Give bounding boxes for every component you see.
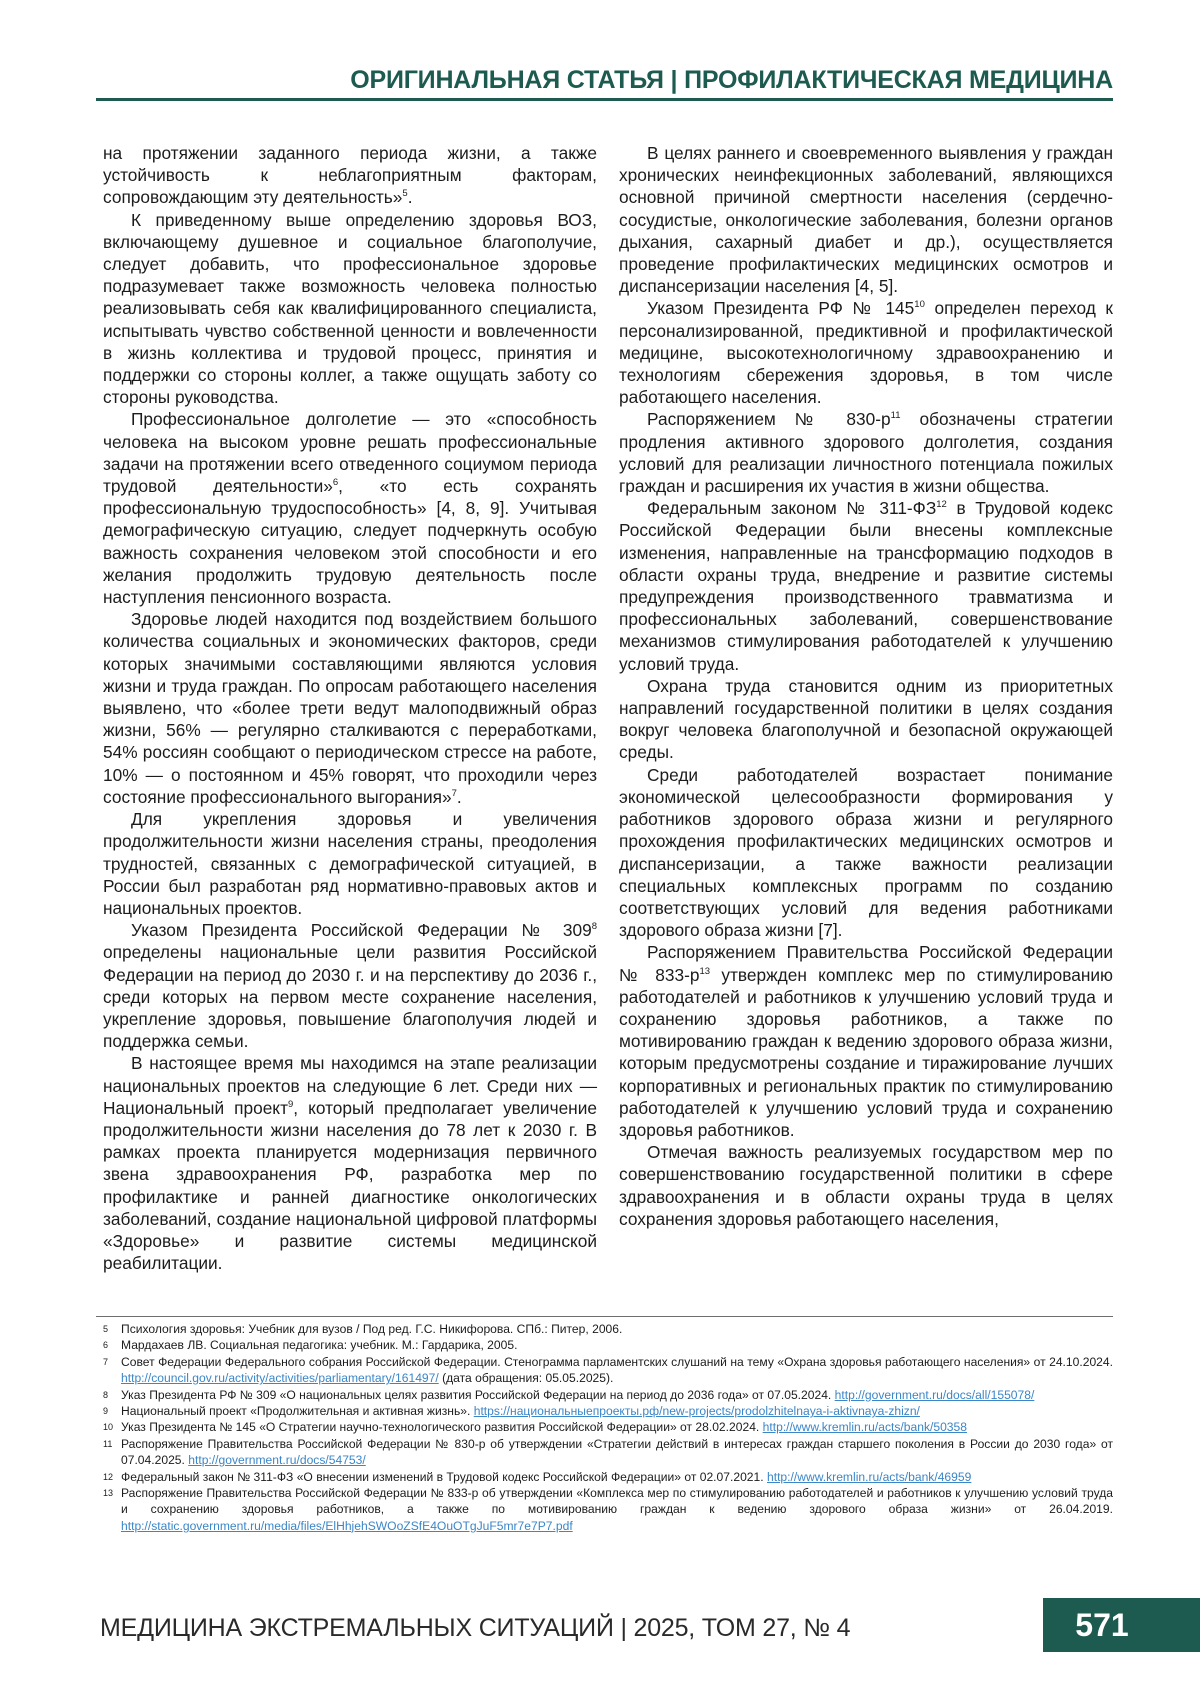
footnote-text: Распоряжение Правительства Российской Федерации № 833-р об утверждении «Комплекса мер по стимулированию работодателей и работников к улучшению условий труда и сохранению здоровья работников, а также по мотивированию граждан к ведению здорового образа жизни» от 26.04.2019. http://static.government.ru/media/files/ElHhjehSWOoZSfE4OuOTgJuF5mr7e7P7.pdf	[121, 1486, 1113, 1533]
footnote-number: 8	[103, 1389, 109, 1400]
footnote-number: 11	[103, 1438, 113, 1449]
paragraph: Здоровье людей находится под воздействием большого количества социальных и экономических факторов, среди которых значимыми составляющими являются условия жизни и труда граждан. По опросам работающего населения выявлено, что «более трети ведут малоподвижный образ жизни, 56% — регулярно сталкиваются с переработками, 54% россиян сообщают о периодическом стрессе на работе, 10% — о постоянном и 45% говорят, что проходили через состояние профессионального выгорания»$^7$.	[103, 609, 597, 807]
journal-footer: МЕДИЦИНА ЭКСТРЕМАЛЬНЫХ СИТУАЦИЙ | 2025, ТОМ 27, № 4	[100, 1614, 851, 1642]
footnote-number: 10	[103, 1422, 114, 1433]
paragraph: Охрана труда становится одним из приоритетных направлений государственной политики в целях создания вокруг человека благополучной и безопасной окружающей среды.	[619, 675, 1113, 763]
footnote-link[interactable]: http://static.government.ru/media/files/ElHhjehSWOoZSfE4OuOTgJuF5mr7e7P7.pdf	[121, 1518, 573, 1533]
paragraph: Указом Президента Российской Федерации № $309^8$ определены национальные цели развития Российской Федерации на период до 2030 г. и на перспективу до 2036 г., среди которых на первом месте сохранение населения, укрепление здоровья, повышение благополучия людей и поддержка семьи.	[103, 920, 597, 1052]
paragraph: В целях раннего и своевременного выявления у граждан хронических неинфекционных заболеваний, являющихся основной причиной смертности населения (сердечно-сосудистые, онкологические заболевания, болезни органов дыхания, сахарный диабет и др.), осуществляется проведение профилактических медицинских осмотров и диспансеризации населения [4, 5].	[619, 143, 1113, 297]
footnote-ref[interactable]: 10	[914, 299, 925, 311]
page-number-box	[1043, 1598, 1200, 1652]
footnote-number: 5	[103, 1324, 109, 1334]
footnote-ref[interactable]: 8	[591, 921, 597, 933]
footnote	[103, 1485, 1113, 1534]
paragraph: К приведенному выше определению здоровья ВОЗ, включающему душевное и социальное благополучие, следует добавить, что профессиональное здоровье подразумевает также возможность человека полностью реализовывать себя как квалифицированного специалиста, испытывать чувство собственной ценности и вовлеченности в жизнь коллектива и трудовой процесс, принятия и поддержки со стороны коллег, а также ощущать заботу со стороны руководства.	[103, 209, 597, 408]
paragraph: Распоряжением № $830-р^{11}$ обозначены стратегии продления активного здорового долголетия, создания условий для реализации личностного потенциала пожилых граждан и расширения их участия в жизни общества.	[619, 409, 1113, 497]
left-column	[103, 142, 597, 1274]
footnote-number: 12	[103, 1471, 114, 1482]
footnote	[103, 1354, 1113, 1387]
footnote-link[interactable]: http://government.ru/docs/all/155078/	[834, 1387, 1035, 1402]
paragraph: на протяжении заданного периода жизни, а также устойчивость к неблагоприятным факторам, сопровождающим эту деятельность»$^5$.	[103, 143, 597, 208]
page-number: 571	[1075, 1607, 1129, 1643]
paragraph: В настоящее время мы находимся на этапе реализации национальных проектов на следующие 6 лет. Среди них — Национальный проект$^9$, который предполагает увеличение продолжительности жизни населения до 78 лет к 2030 г. В рамках проекта планируется модернизация первичного звена здравоохранения РФ, разработка мер по профилактике и ранней диагностике онкологических заболеваний, создание национальной цифровой платформы «Здоровье» и развитие системы медицинской реабилитации.	[103, 1053, 597, 1274]
paragraph: Отмечая важность реализуемых государством мер по совершенствованию государственной политики в сфере здравоохранения и в области охраны труда в целях сохранения здоровья работающего населения,	[619, 1142, 1113, 1229]
footnote-text: Мардахаев ЛВ. Социальная педагогика: учебник. М.: Гардарика, 2005.	[121, 1338, 518, 1353]
footnote-link[interactable]: http://www.kremlin.ru/acts/bank/46959	[766, 1469, 972, 1484]
paragraph: Распоряжением Правительства Российской Федерации № $833-р^{13}$ утвержден комплекс мер по стимулированию работодателей и работников к улучшению условий труда и сохранению здоровья работников, а также по мотивированию граждан к ведению здорового образа жизни, которым предусмотрены создание и тиражирование лучших корпоративных и региональных практик по стимулированию работодателей к улучшению условий труда и сохранению здоровья работников.	[619, 942, 1113, 1140]
header-rule	[96, 98, 1113, 101]
footnote-text: Указ Президента РФ № 309 «О национальных целях развития Российской Федерации на период до 2036 года» от 07.05.2024. http://government.ru/docs/all/155078/	[121, 1387, 1035, 1402]
footnote-number: 13	[103, 1488, 114, 1499]
paragraph: Среди работодателей возрастает понимание экономической целесообразности формирования у работников здорового образа жизни и регулярного прохождения профилактических медицинских осмотров и диспансеризации, а также важности реализации специальных комплексных программ по созданию соответствующих условий для ведения работниками здорового образа жизни [7].	[619, 764, 1113, 941]
footnote-text: Национальный проект «Продолжительная и активная жизнь». https://национальныепроекты.рф/new-projects/prodolzhitelnaya-i-aktivnaya-zhizn/	[121, 1404, 920, 1419]
footnote	[103, 1387, 1113, 1403]
footnote-link[interactable]: http://council.gov.ru/activity/activities/parliamentary/161497/	[121, 1371, 439, 1386]
footnote-ref[interactable]: 9	[287, 1098, 294, 1110]
paragraph: Профессиональное долголетие — это «способность человека на высоком уровне решать профессиональные задачи на протяжении всего отведенного социумом периода трудовой деятельности»$^6$, «то есть сохранять профессиональную трудоспособность» [4, 8, 9]. Учитывая демографическую ситуацию, следует подчеркнуть особую важность сохранения человеком этой способности и его желания продолжить трудовую деятельность после наступления пенсионного возраста.	[103, 409, 597, 608]
section-header: ОРИГИНАЛЬНАЯ СТАТЬЯ | ПРОФИЛАКТИЧЕСКАЯ МЕДИЦИНА	[350, 66, 1113, 94]
footnote	[103, 1419, 1113, 1435]
footnote	[103, 1469, 1113, 1485]
footnote	[103, 1337, 1113, 1353]
footnote-number: 6	[103, 1340, 109, 1351]
footnote	[103, 1403, 1113, 1419]
footnote-text: Совет Федерации Федерального собрания Российской Федерации. Стенограмма парламентских слушаний на тему «Охрана здоровья работающего населения» от 24.10.2024. http://council.gov.ru/activity/activities/parliamentary/161497/ (дата обращения: 05.05.2025).	[121, 1354, 1113, 1386]
footnote-text: Федеральный закон № 311-ФЗ «О внесении изменений в Трудовой кодекс Российской Федерации» от 02.07.2021. http://www.kremlin.ru/acts/bank/46959	[121, 1469, 972, 1484]
footnote-ref[interactable]: 12	[936, 499, 947, 511]
footnote-text: Психология здоровья: Учебник для вузов / Под ред. Г.С. Никифорова. СПб.: Питер, 2006.	[121, 1322, 623, 1336]
footnote-text: Указ Президента № 145 «О Стратегии научно-технологического развития Российской Федерации» от 28.02.2024. http://www.kremlin.ru/acts/bank/50358	[121, 1420, 967, 1435]
paragraph: Указом Президента РФ № $145^{10}$ определен переход к персонализированной, предиктивной и профилактической медицине, высокотехнологичному здравоохранению и технологиям сбережения здоровья, в том числе работающего населения.	[619, 298, 1113, 408]
footnote-link[interactable]: https://национальныепроекты.рф/new-projects/prodolzhitelnaya-i-aktivnaya-zhizn/	[473, 1404, 920, 1419]
footnote-ref[interactable]: 6	[332, 477, 339, 489]
footnote	[103, 1321, 1113, 1337]
right-column	[619, 142, 1113, 1230]
footnote-rule	[96, 1316, 1113, 1317]
paragraph: Для укрепления здоровья и увеличения продолжительности жизни населения страны, преодоления трудностей, связанных с демографической ситуацией, в России был разработан ряд нормативно-правовых актов и национальных проектов.	[103, 809, 597, 918]
paragraph: Федеральным законом № 311-ФЗ$^{12}$ в Трудовой кодекс Российской Федерации были внесены комплексные изменения, направленные на трансформацию подходов в области охраны труда, внедрение и развитие системы предупреждения производственного травматизма и профессиональных заболеваний, совершенствование механизмов стимулирования работодателей к улучшению условий труда.	[619, 498, 1113, 674]
footnote-link[interactable]: http://government.ru/docs/54753/	[188, 1453, 366, 1468]
footnote-ref[interactable]: 5	[402, 188, 408, 200]
footnote	[103, 1436, 1113, 1469]
footnote-ref[interactable]: 13	[699, 965, 711, 977]
footnote-number: 9	[103, 1406, 109, 1417]
footnotes	[103, 1321, 1113, 1534]
footnote-ref[interactable]: 7	[451, 788, 457, 800]
footnote-link[interactable]: http://www.kremlin.ru/acts/bank/50358	[762, 1420, 967, 1435]
footnote-text: Распоряжение Правительства Российской Федерации № 830-р об утверждении «Стратегии действий в интересах граждан старшего поколения в России до 2030 года» от 07.04.2025. http://government.ru/docs/54753/	[121, 1436, 1113, 1468]
footnote-number: 7	[103, 1356, 109, 1367]
footnote-ref[interactable]: 11	[890, 410, 901, 422]
